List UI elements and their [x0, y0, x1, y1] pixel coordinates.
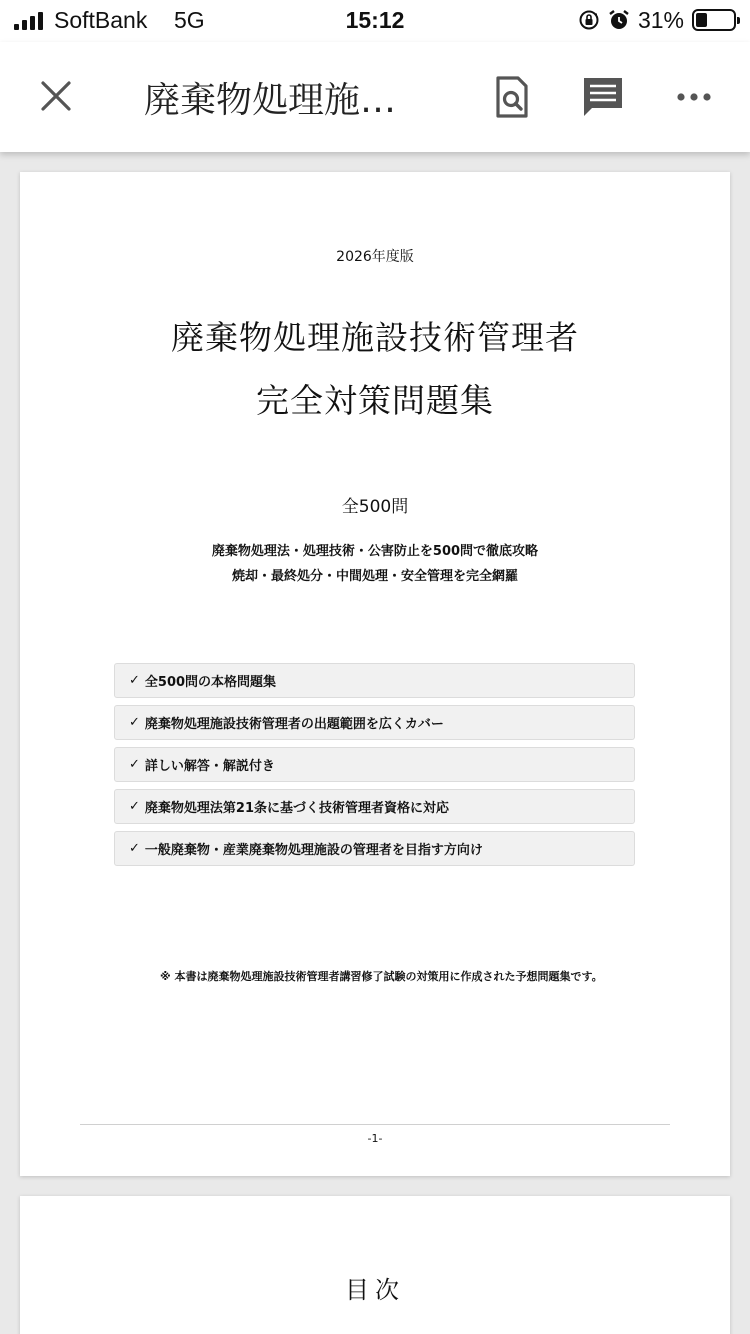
feature-item — [114, 831, 635, 866]
feature-text: 一般廃棄物・産業廃棄物処理施設の管理者を目指す方向け — [144, 843, 483, 858]
subtitle-line2: 焼却・最終処分・中間処理・安全管理を完全網羅 — [231, 569, 518, 584]
feature-text: 詳しい解答・解説付き — [144, 759, 275, 774]
feature-list — [114, 663, 635, 873]
document-page-1 — [20, 172, 730, 1176]
orientation-lock-icon — [578, 9, 600, 31]
network-type: 5G — [174, 7, 205, 33]
status-time: 15:12 — [345, 7, 405, 33]
feature-item — [114, 705, 635, 740]
feature-item — [114, 747, 635, 782]
carrier-name: SoftBank — [54, 7, 148, 33]
document-title: 廃棄物処理施… — [144, 80, 397, 121]
check-icon: ✓ — [129, 841, 140, 856]
feature-text: 廃棄物処理法第21条に基づく技術管理者資格に対応 — [144, 801, 449, 816]
check-icon: ✓ — [129, 757, 140, 772]
feature-item — [114, 663, 635, 698]
check-icon: ✓ — [129, 799, 140, 814]
subtitle-line1: 廃棄物処理法・処理技術・公害防止を500問で徹底攻略 — [211, 544, 539, 559]
disclaimer-note: ※ 本書は廃棄物処理施設技術管理者講習修了試験の対策用に作成された予想問題集です。 — [160, 970, 603, 983]
feature-text: 全500問の本格問題集 — [144, 675, 277, 690]
edition-label: 2026年度版 — [336, 249, 414, 265]
find-in-document-icon[interactable] — [486, 72, 536, 122]
battery-percent: 31% — [637, 6, 684, 33]
document-toolbar — [0, 42, 750, 152]
book-title-line2: 完全対策問題集 — [256, 381, 494, 420]
close-icon[interactable] — [36, 76, 76, 116]
feature-text: 廃棄物処理施設技術管理者の出題範囲を広くカバー — [144, 717, 444, 732]
page-number: -1- — [367, 1132, 383, 1145]
alarm-icon — [608, 9, 630, 31]
check-icon: ✓ — [129, 715, 140, 730]
table-of-contents-heading: 目次 — [345, 1276, 405, 1304]
book-title-line1: 廃棄物処理施設技術管理者 — [171, 318, 579, 357]
battery-level — [696, 13, 707, 27]
comment-icon[interactable] — [578, 72, 628, 122]
footer-divider — [80, 1124, 670, 1125]
battery-icon — [692, 9, 736, 31]
check-icon: ✓ — [129, 673, 140, 688]
more-icon[interactable] — [668, 72, 718, 122]
question-count: 全500問 — [341, 497, 409, 517]
status-bar — [0, 0, 750, 42]
document-page-2 — [20, 1196, 730, 1334]
feature-item — [114, 789, 635, 824]
